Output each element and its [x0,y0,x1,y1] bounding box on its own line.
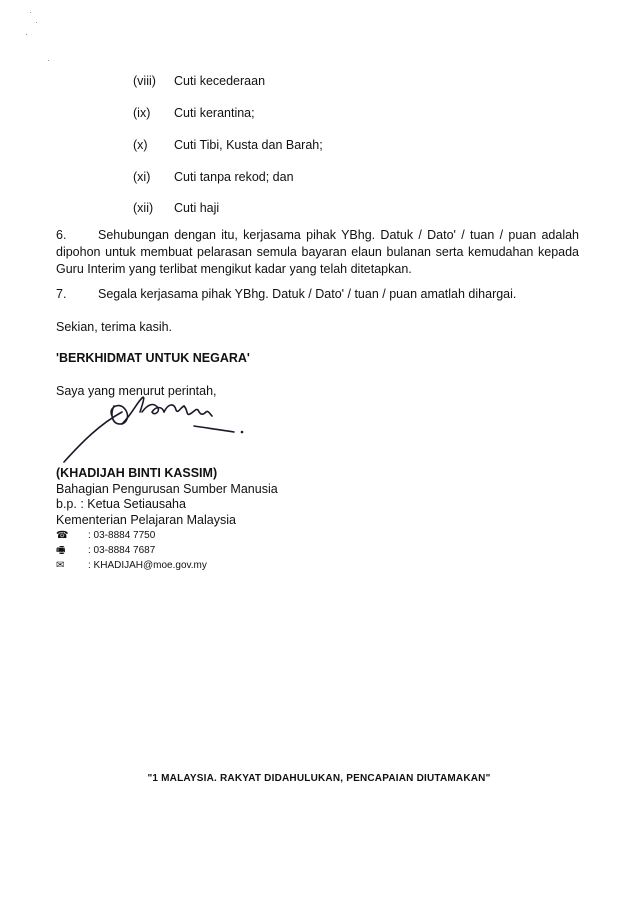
signatory-division: Bahagian Pengurusan Sumber Manusia [56,482,278,496]
contact-phone [56,530,155,542]
closing-text: Sekian, terima kasih. [56,320,173,334]
paragraph-number: 7. [56,287,67,301]
fax-icon: 🖷 [56,545,66,556]
list-item [133,106,255,121]
contact-fax [56,545,155,557]
list-text: Cuti Tibi, Kusta dan Barah; [174,138,323,152]
list-item [133,74,265,89]
contact-email [56,560,207,572]
list-number: (viii) [133,74,156,88]
list-number: (x) [133,138,148,152]
list-item [133,201,219,216]
list-text: Cuti kerantina; [174,106,255,120]
paragraph-number: 6. [56,228,67,242]
footer-slogan: "1 MALAYSIA. RAKYAT DIDAHULUKAN, PENCAPAIAN DIUTAMAKAN" [147,773,491,784]
contact-value: : 03-8884 7687 [88,545,156,556]
signatory-on-behalf: b.p. : Ketua Setiausaha [56,497,186,511]
paragraph-7 [56,286,579,303]
list-text: Cuti haji [174,201,220,215]
list-number: (xii) [133,201,154,215]
list-text: Cuti tanpa rekod; dan [174,170,294,184]
list-number: (ix) [133,106,151,120]
motto: 'BERKHIDMAT UNTUK NEGARA' [56,351,250,365]
signatory-ministry: Kementerian Pelajaran Malaysia [56,513,236,527]
list-item [133,170,294,185]
signatory-name: (KHADIJAH BINTI KASSIM) [56,466,218,480]
list-number: (xi) [133,170,151,184]
signature [62,384,247,464]
paragraph-text: Segala kerjasama pihak YBhg. Datuk / Dato' / tuan / puan amatlah dihargai. [98,287,517,301]
contact-value: : KHADIJAH@moe.gov.my [88,560,207,571]
list-text: Cuti kecederaan [174,74,266,88]
paragraph-6 [56,227,579,278]
envelope-icon: ✉ [56,560,65,571]
sign-off: Saya yang menurut perintah, [56,384,217,398]
list-item [133,138,323,153]
paragraph-text: Sehubungan dengan itu, kerjasama pihak YBhg. Datuk / Dato' / tuan / puan adalah dipohon untuk membuat pelarasan semula bayaran elaun bulanan serta kemudahan kepada Guru Interim yang terlibat mengikut kadar yang telah ditetapkan. [56,228,579,276]
contact-value: : 03-8884 7750 [88,530,156,541]
telephone-icon: ☎ [56,530,69,541]
